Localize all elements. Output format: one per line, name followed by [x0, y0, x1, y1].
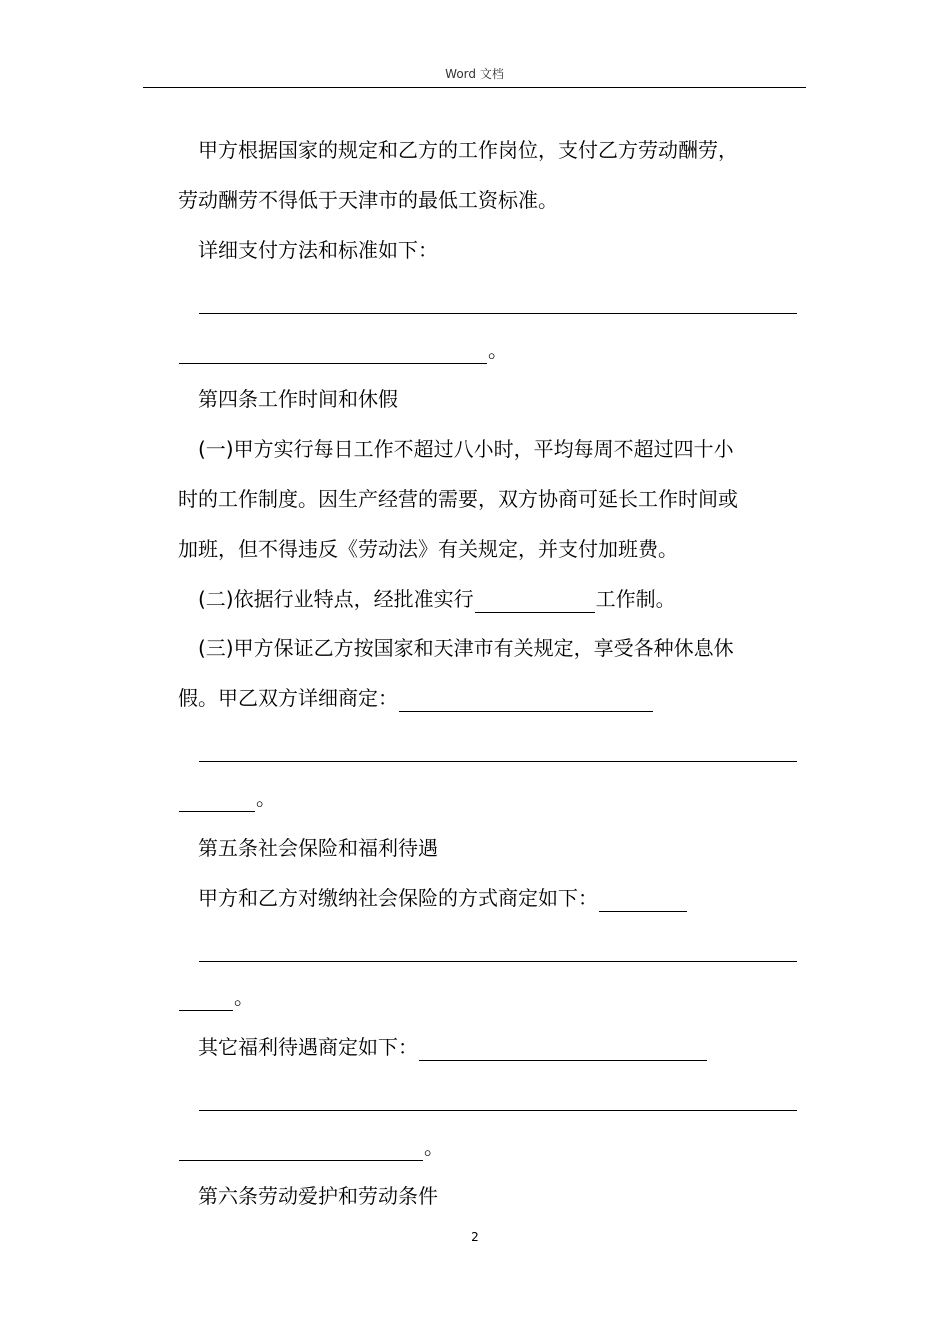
blank-line: [198, 286, 798, 314]
fill-in-blank: [179, 789, 255, 812]
page-header: Word 文档: [445, 67, 504, 81]
fill-in-blank: [475, 590, 595, 613]
page-number: 2: [471, 1230, 479, 1244]
period-mark: 。: [488, 338, 508, 362]
paragraph-line: [198, 884, 688, 912]
blank-line: [198, 934, 798, 962]
paragraph-line: 详细支付方法和标准如下：: [198, 238, 438, 262]
fill-in-blank: [199, 939, 797, 962]
blank-line: [178, 784, 276, 812]
paragraph-line: 甲方根据国家的规定和乙方的工作岗位，支付乙方劳动酬劳，: [198, 138, 738, 162]
text-before-blank: (二)依据行业特点，经批准实行: [198, 587, 474, 611]
paragraph-line: [198, 1033, 708, 1061]
text-before-blank: 甲方和乙方对缴纳社会保险的方式商定如下：: [198, 886, 598, 910]
paragraph-line: [198, 585, 676, 613]
fill-in-blank: [179, 1138, 423, 1161]
text-before-blank: 假。甲乙双方详细商定：: [178, 686, 398, 710]
paragraph-line: (三)甲方保证乙方按国家和天津市有关规定，享受各种休息休: [198, 636, 734, 660]
fill-in-blank: [399, 689, 653, 712]
period-mark: 。: [234, 985, 254, 1009]
blank-line: [178, 983, 254, 1011]
blank-line: [178, 336, 508, 364]
paragraph-line: 时的工作制度。因生产经营的需要，双方协商可延长工作时间或: [178, 487, 738, 511]
period-mark: 。: [424, 1135, 444, 1159]
blank-line: [198, 1083, 798, 1111]
section-heading: 第四条工作时间和休假: [198, 387, 398, 411]
text-before-blank: 其它福利待遇商定如下：: [198, 1035, 418, 1059]
period-mark: 。: [256, 786, 276, 810]
fill-in-blank: [199, 1088, 797, 1111]
blank-line: [178, 1133, 444, 1161]
fill-in-blank: [599, 889, 687, 912]
section-heading: 第六条劳动爱护和劳动条件: [198, 1184, 438, 1208]
paragraph-line: (一)甲方实行每日工作不超过八小时，平均每周不超过四十小: [198, 437, 734, 461]
text-after-blank: 工作制。: [595, 587, 676, 611]
paragraph-line: [178, 684, 654, 712]
fill-in-blank: [419, 1038, 707, 1061]
fill-in-blank: [179, 988, 233, 1011]
fill-in-blank: [199, 739, 797, 762]
header-divider: [143, 87, 806, 88]
paragraph-line: 劳动酬劳不得低于天津市的最低工资标准。: [178, 188, 558, 212]
blank-line: [198, 734, 798, 762]
section-heading: 第五条社会保险和福利待遇: [198, 836, 438, 860]
paragraph-line: 加班，但不得违反《劳动法》有关规定，并支付加班费。: [178, 537, 678, 561]
fill-in-blank: [199, 291, 797, 314]
fill-in-blank: [179, 341, 487, 364]
